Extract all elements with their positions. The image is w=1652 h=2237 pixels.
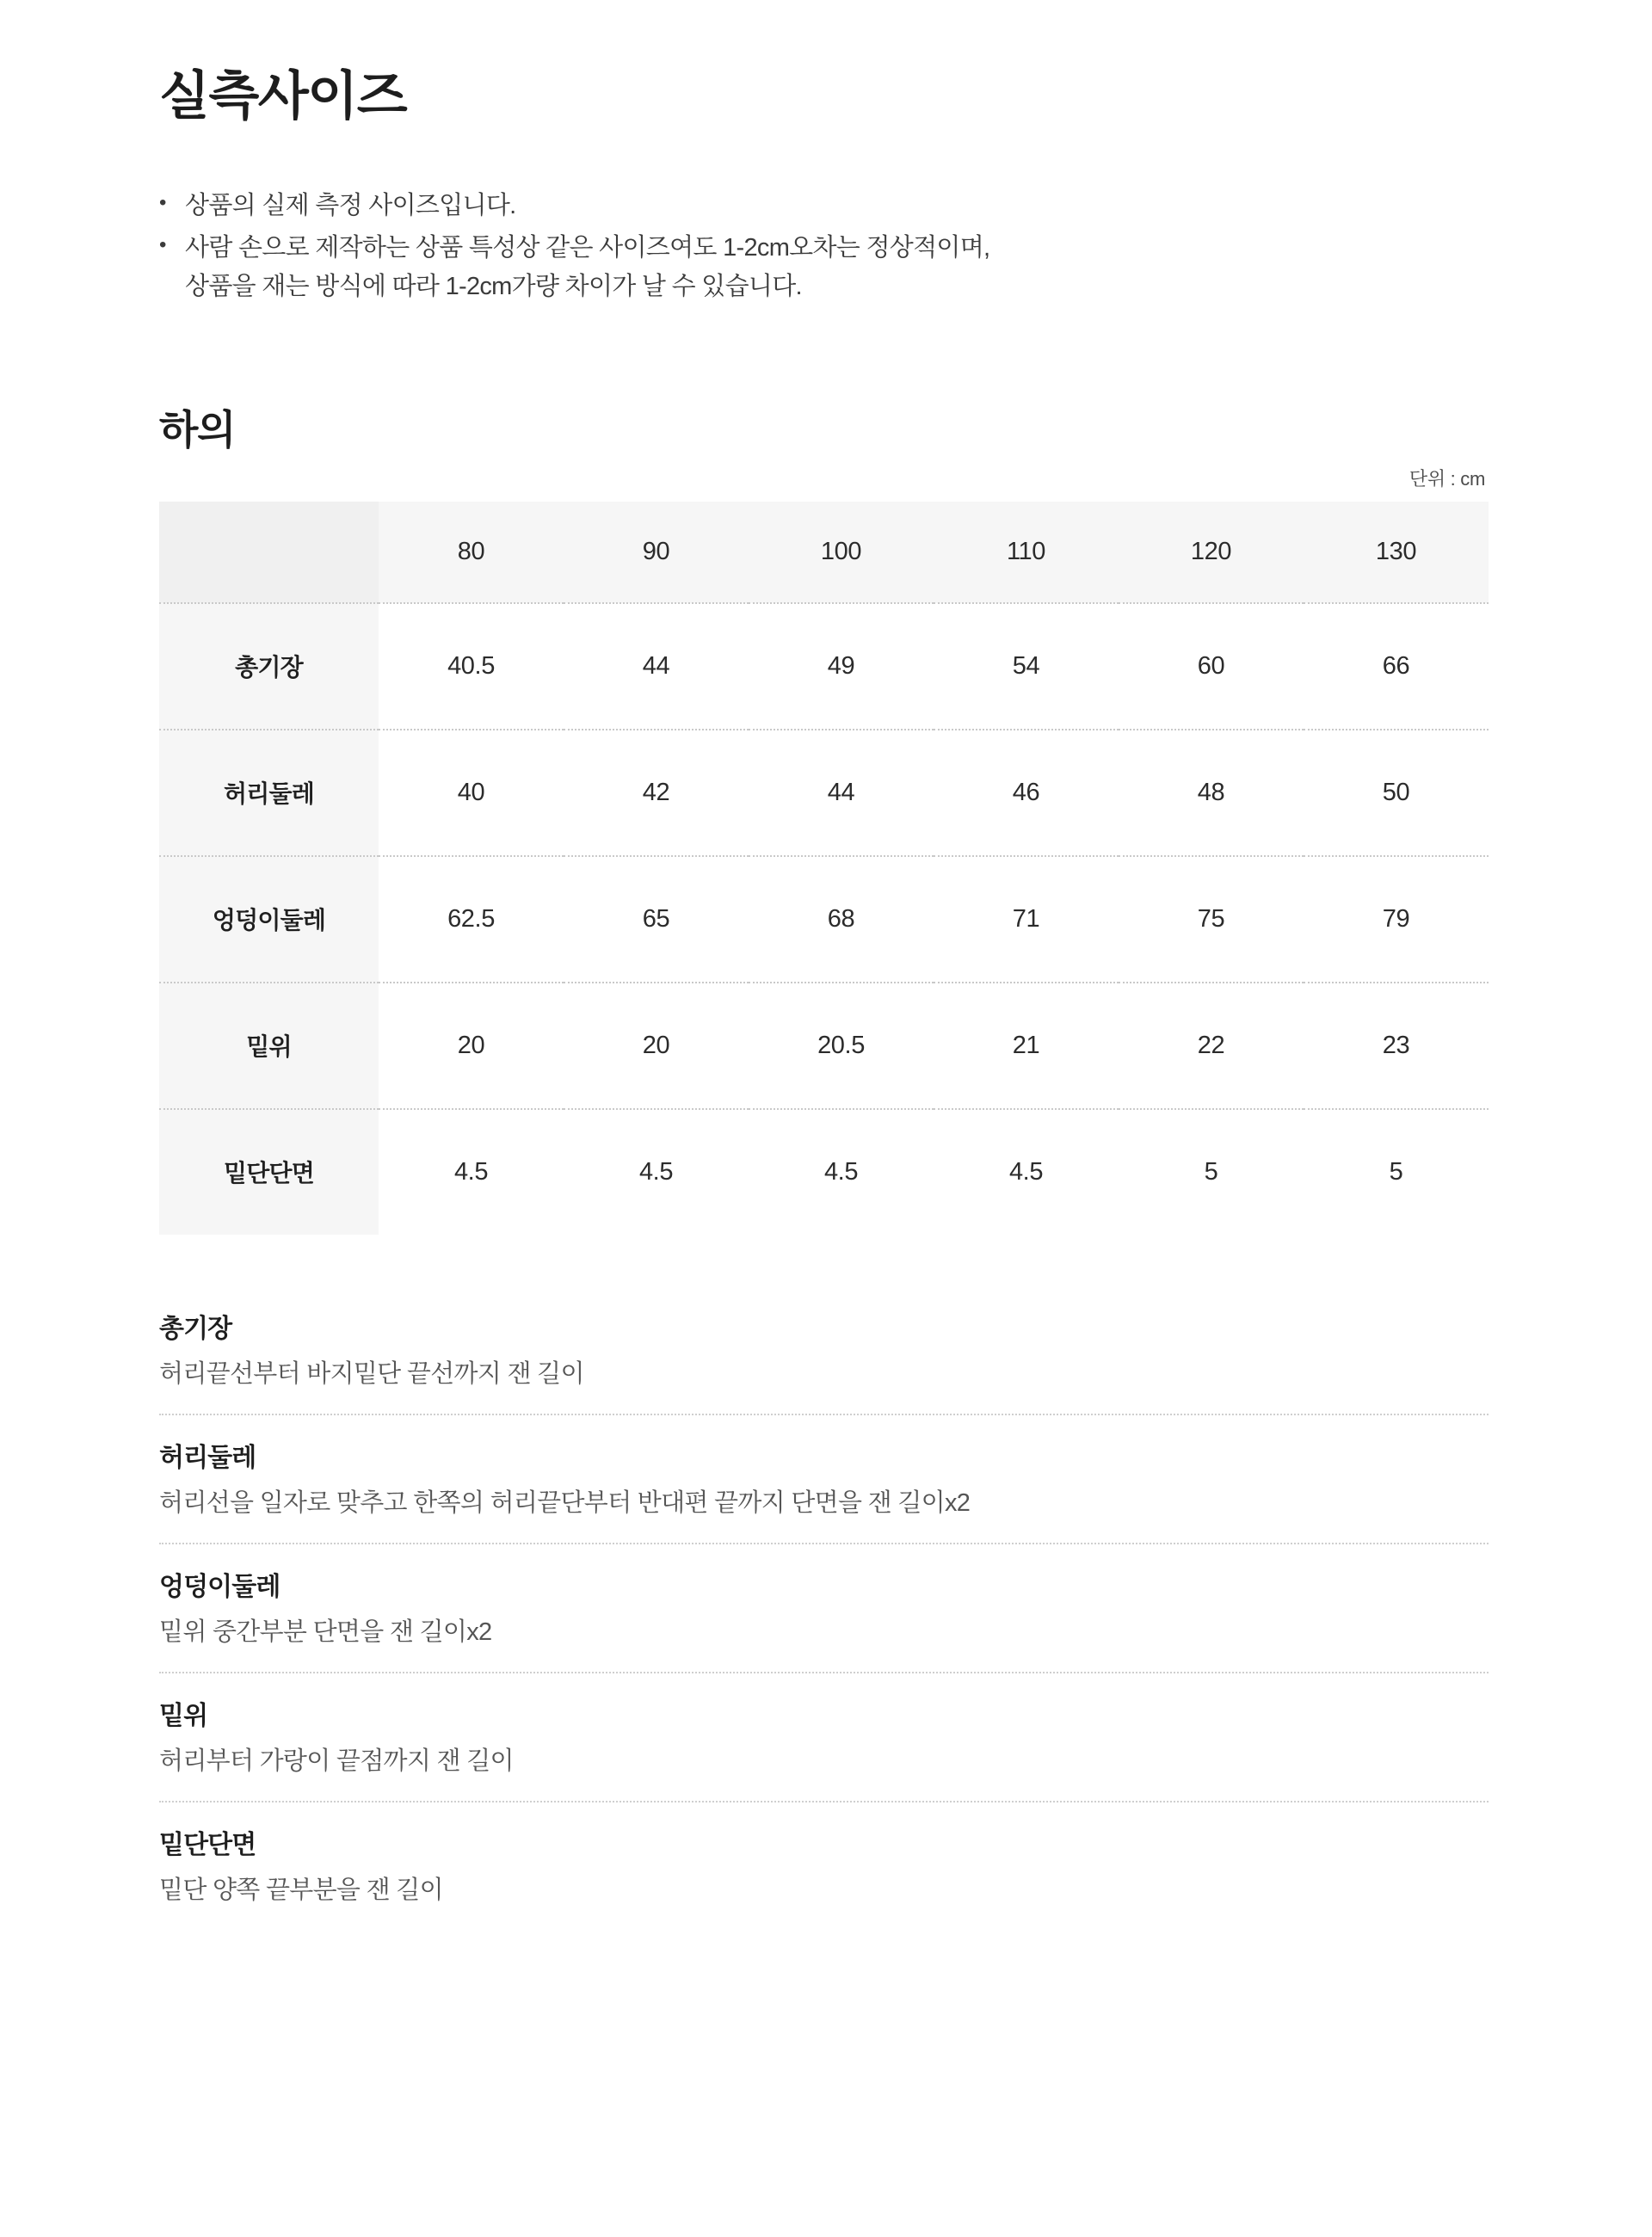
measure-name: 엉덩이둘레 — [159, 1572, 280, 1601]
measure-name: 허리둘레 — [159, 1443, 256, 1472]
table-cell: 62.5 — [379, 856, 564, 983]
table-cell: 4.5 — [1008, 1157, 1044, 1186]
table-column-header: 100 — [749, 502, 934, 603]
measure-name: 밑단단면 — [159, 1831, 256, 1860]
table-cell: 22 — [1119, 983, 1304, 1109]
table-column-header: 80 — [379, 502, 564, 603]
table-cell: 4.5 — [638, 1157, 674, 1186]
table-column-header: 110 — [934, 502, 1119, 603]
measure-description: 허리부터 가랑이 끝점까지 잰 길이 — [159, 1747, 514, 1776]
table-head — [159, 502, 1489, 603]
bullet-icon: • — [159, 191, 166, 215]
table-cell: 5 — [1204, 1157, 1218, 1186]
notice-item — [159, 187, 1489, 225]
table-row-label: 밑위 — [159, 983, 379, 1109]
table-cell: 65 — [564, 856, 749, 983]
size-table — [159, 502, 1489, 1235]
measure-description: 허리끝선부터 바지밑단 끝선까지 잰 길이 — [159, 1359, 584, 1388]
unit-label: 단위 : cm — [1409, 467, 1485, 490]
measure-description: 밑위 중간부분 단면을 잰 길이x2 — [159, 1618, 492, 1646]
section-title: 하의 — [159, 406, 236, 453]
table-cell: 20.5 — [749, 983, 934, 1109]
table-cell: 79 — [1304, 856, 1489, 983]
table-cell: 40.5 — [379, 603, 564, 730]
notice-text — [178, 187, 1489, 225]
table-row — [159, 983, 1489, 1109]
measure-description: 밑단 양쪽 끝부분을 잰 길이 — [159, 1876, 443, 1905]
table-cell: 20 — [379, 983, 564, 1109]
measure-name: 밑위 — [159, 1702, 208, 1731]
notice-line: 사람 손으로 제작하는 상품 특성상 같은 사이즈여도 1-2cm오차는 정상적이며, — [185, 234, 990, 262]
table-header-row — [159, 502, 1489, 603]
table-cell: 48 — [1119, 730, 1304, 856]
table-column-header: 130 — [1304, 502, 1489, 603]
table-cell: 4.5 — [823, 1157, 859, 1186]
table-cell: 50 — [1304, 730, 1489, 856]
table-column-header: 90 — [564, 502, 749, 603]
measure-item — [159, 1828, 1489, 1930]
table-row-label: 허리둘레 — [159, 730, 379, 856]
table-cell: 20 — [564, 983, 749, 1109]
table-cell: 4.5 — [453, 1157, 489, 1186]
notice-item — [159, 229, 1489, 306]
notice-list — [159, 187, 1489, 306]
table-cell: 44 — [564, 603, 749, 730]
notice-line: 상품을 재는 방식에 따라 1-2cm가량 차이가 날 수 있습니다. — [185, 272, 802, 300]
measure-description: 허리선을 일자로 맞추고 한쪽의 허리끝단부터 반대편 끝까지 단면을 잰 길이x2 — [159, 1488, 971, 1517]
table-cell: 68 — [749, 856, 934, 983]
measure-item — [159, 1699, 1489, 1803]
table-cell: 5 — [1389, 1157, 1403, 1186]
notice-text — [178, 229, 1489, 306]
table-cell: 54 — [934, 603, 1119, 730]
table-cell: 42 — [564, 730, 749, 856]
table-cell: 66 — [1304, 603, 1489, 730]
table-row — [159, 730, 1489, 856]
measure-definition-list — [159, 1312, 1489, 1931]
measure-item — [159, 1312, 1489, 1415]
table-row — [159, 1109, 1489, 1235]
bullet-icon: • — [159, 233, 166, 257]
table-cell: 71 — [934, 856, 1119, 983]
table-row-label: 엉덩이둘레 — [159, 856, 379, 983]
table-row — [159, 603, 1489, 730]
table-corner-cell — [159, 502, 379, 603]
table-cell: 49 — [749, 603, 934, 730]
table-cell: 75 — [1119, 856, 1304, 983]
table-cell: 44 — [749, 730, 934, 856]
table-row — [159, 856, 1489, 983]
table-cell: 46 — [934, 730, 1119, 856]
measure-name: 총기장 — [159, 1314, 232, 1343]
measure-item — [159, 1570, 1489, 1673]
table-row-label: 밑단단면 — [159, 1109, 379, 1235]
table-cell: 21 — [934, 983, 1119, 1109]
table-row-label: 총기장 — [159, 603, 379, 730]
table-cell: 23 — [1304, 983, 1489, 1109]
page-title: 실측사이즈 — [159, 66, 407, 125]
bottoms-section — [159, 408, 1489, 1235]
table-body — [159, 603, 1489, 1235]
measure-item — [159, 1441, 1489, 1544]
notice-line: 상품의 실제 측정 사이즈입니다. — [185, 192, 516, 220]
table-cell: 40 — [379, 730, 564, 856]
table-column-header: 120 — [1119, 502, 1304, 603]
table-cell: 60 — [1119, 603, 1304, 730]
